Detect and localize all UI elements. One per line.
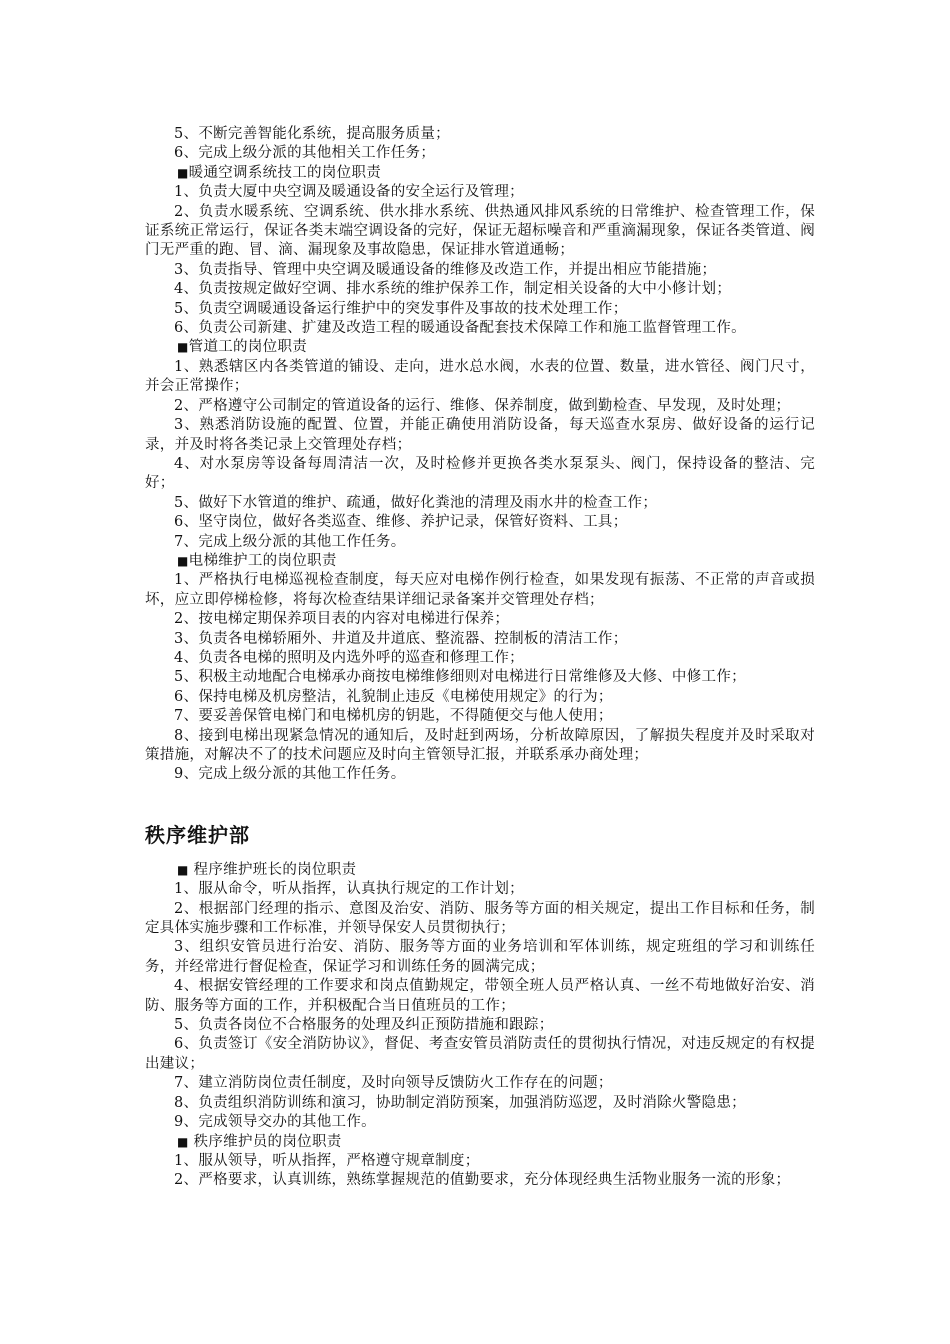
list-item: 8、接到电梯出现紧急情况的通知后，及时赶到两场，分析故障原因，了解损失程度并及时采取对策措施，对解决不了的技术问题应及时向主管领导汇报，并联系承办商处理； bbox=[145, 727, 815, 763]
list-item: 1、服从领导，听从指挥，严格遵守规章制度； bbox=[174, 1152, 480, 1169]
list-item: 7、要妥善保管电梯门和电梯机房的钥匙，不得随便交与他人使用； bbox=[174, 708, 613, 725]
list-item: 4、对水泵房等设备每周清洁一次，及时检修并更换各类水泵泵头、阀门，保持设备的整洁、完好； bbox=[145, 455, 815, 492]
list-item: 4、负责按规定做好空调、排水系统的维护保养工作，制定相关设备的大中小修计划； bbox=[174, 281, 732, 298]
list-item: 2、按电梯定期保养项目表的内容对电梯进行保养； bbox=[174, 611, 510, 628]
list-item: 7、完成上级分派的其他工作任务。 bbox=[174, 533, 406, 550]
list-item: 3、组织安管员进行治安、消防、服务等方面的业务培训和军体训练，规定班组的学习和训练任务，并经常进行督促检查，保证学习和训练任务的圆满完成； bbox=[145, 939, 815, 975]
list-item: 8、负责组织消防训练和演习，协助制定消防预案，加强消防巡逻，及时消除火警隐患； bbox=[174, 1094, 746, 1111]
department-title: 秩序维护部 bbox=[145, 822, 250, 847]
list-item: 6、负责签订《安全消防协议》，督促、考查安管员消防责任的贯彻执行情况，对违反规定的有权提出建议； bbox=[145, 1036, 815, 1072]
list-item: 4、负责各电梯的照明及内选外呼的巡查和修理工作； bbox=[174, 649, 524, 666]
list-item: 2、负责水暖系统、空调系统、供水排水系统、供热通风排风系统的日常维护、检查管理工作，保证系统正常运行，保证各类末端空调设备的完好，保证无超标噪音和严重滴漏现象，保证各类管道、阀门无严重的跑、冒、滴、漏现象及事故隐患，保证排水管道通畅； bbox=[145, 203, 815, 259]
list-item: 4、根据安管经理的工作要求和岗点值勤规定，带领全班人员严格认真、一丝不苟地做好治安、消防、服务等方面的工作，并积极配合当日值班员的工作； bbox=[145, 978, 815, 1014]
list-item: 1、负责大厦中央空调及暖通设备的安全运行及管理； bbox=[174, 184, 524, 201]
list-item: 6、保持电梯及机房整洁，礼貌制止违反《电梯使用规定》的行为； bbox=[174, 688, 613, 705]
list-item: 6、负责公司新建、扩建及改造工程的暖通设备配套技术保障工作和施工监督管理工作。 bbox=[174, 320, 746, 337]
list-item: 2、严格遵守公司制定的管道设备的运行、维修、保养制度，做到勤检查、早发现，及时处理； bbox=[174, 397, 791, 414]
paragraph: 5、不断完善智能化系统，提高服务质量； bbox=[174, 126, 450, 142]
list-item: 9、完成领导交办的其他工作。 bbox=[174, 1114, 376, 1131]
paragraph: 6、完成上级分派的其他相关工作任务； bbox=[174, 145, 436, 162]
list-item: 3、负责指导、管理中央空调及暖通设备的维修及改造工作，并提出相应节能措施； bbox=[174, 261, 717, 278]
list-item: 5、做好下水管道的维护、疏通，做好化粪池的清理及雨水井的检查工作； bbox=[174, 494, 658, 511]
section-heading: ■ 程序维护班长的岗位职责 bbox=[145, 861, 815, 880]
list-item: 3、负责各电梯轿厢外、井道及井道底、整流器、控制板的清洁工作； bbox=[174, 630, 628, 647]
list-item: 2、根据部门经理的指示、意图及治安、消防、服务等方面的相关规定，提出工作目标和任务，制定具体实施步骤和工作标准，并领导保安人员贯彻执行； bbox=[145, 900, 815, 937]
list-item: 3、熟悉消防设施的配置、位置，并能正确使用消防设备，每天巡查水泵房、做好设备的运行记录，并及时将各类记录上交管理处存档； bbox=[145, 417, 815, 453]
list-item: 2、严格要求，认真训练，熟练掌握规范的值勤要求，充分体现经典生活物业服务一流的形象； bbox=[174, 1172, 791, 1189]
list-item: 1、严格执行电梯巡视检查制度，每天应对电梯作例行检查，如果发现有振荡、不正常的声音或损坏，应立即停梯检修，将每次检查结果详细记录备案并交管理处存档； bbox=[145, 572, 815, 608]
section-heading: ■ 暖通空调系统技工的岗位职责 bbox=[145, 164, 815, 183]
list-item: 6、坚守岗位，做好各类巡查、维修、养护记录，保管好资料、工具； bbox=[174, 514, 628, 531]
list-item: 9、完成上级分派的其他工作任务。 bbox=[174, 766, 406, 783]
section-heading: ■ 电梯维护工的岗位职责 bbox=[145, 552, 815, 571]
list-item: 1、服从命令，听从指挥，认真执行规定的工作计划； bbox=[174, 881, 524, 898]
section-heading: ■ 秩序维护员的岗位职责 bbox=[145, 1133, 815, 1152]
list-item: 5、负责各岗位不合格服务的处理及纠正预防措施和跟踪； bbox=[174, 1017, 554, 1034]
list-item: 1、熟悉辖区内各类管道的铺设、走向，进水总水阀，水表的位置、数量，进水管径、阀门尺寸，并会正常操作； bbox=[145, 358, 815, 395]
document-page bbox=[145, 125, 815, 1191]
list-item: 7、建立消防岗位责任制度，及时向领导反馈防火工作存在的问题； bbox=[174, 1075, 613, 1092]
list-item: 5、负责空调暖通设备运行维护中的突发事件及事故的技术处理工作； bbox=[174, 300, 628, 317]
list-item: 5、积极主动地配合电梯承办商按电梯维修细则对电梯进行日常维修及大修、中修工作； bbox=[174, 669, 746, 686]
section-heading: ■ 管道工的岗位职责 bbox=[145, 338, 815, 357]
